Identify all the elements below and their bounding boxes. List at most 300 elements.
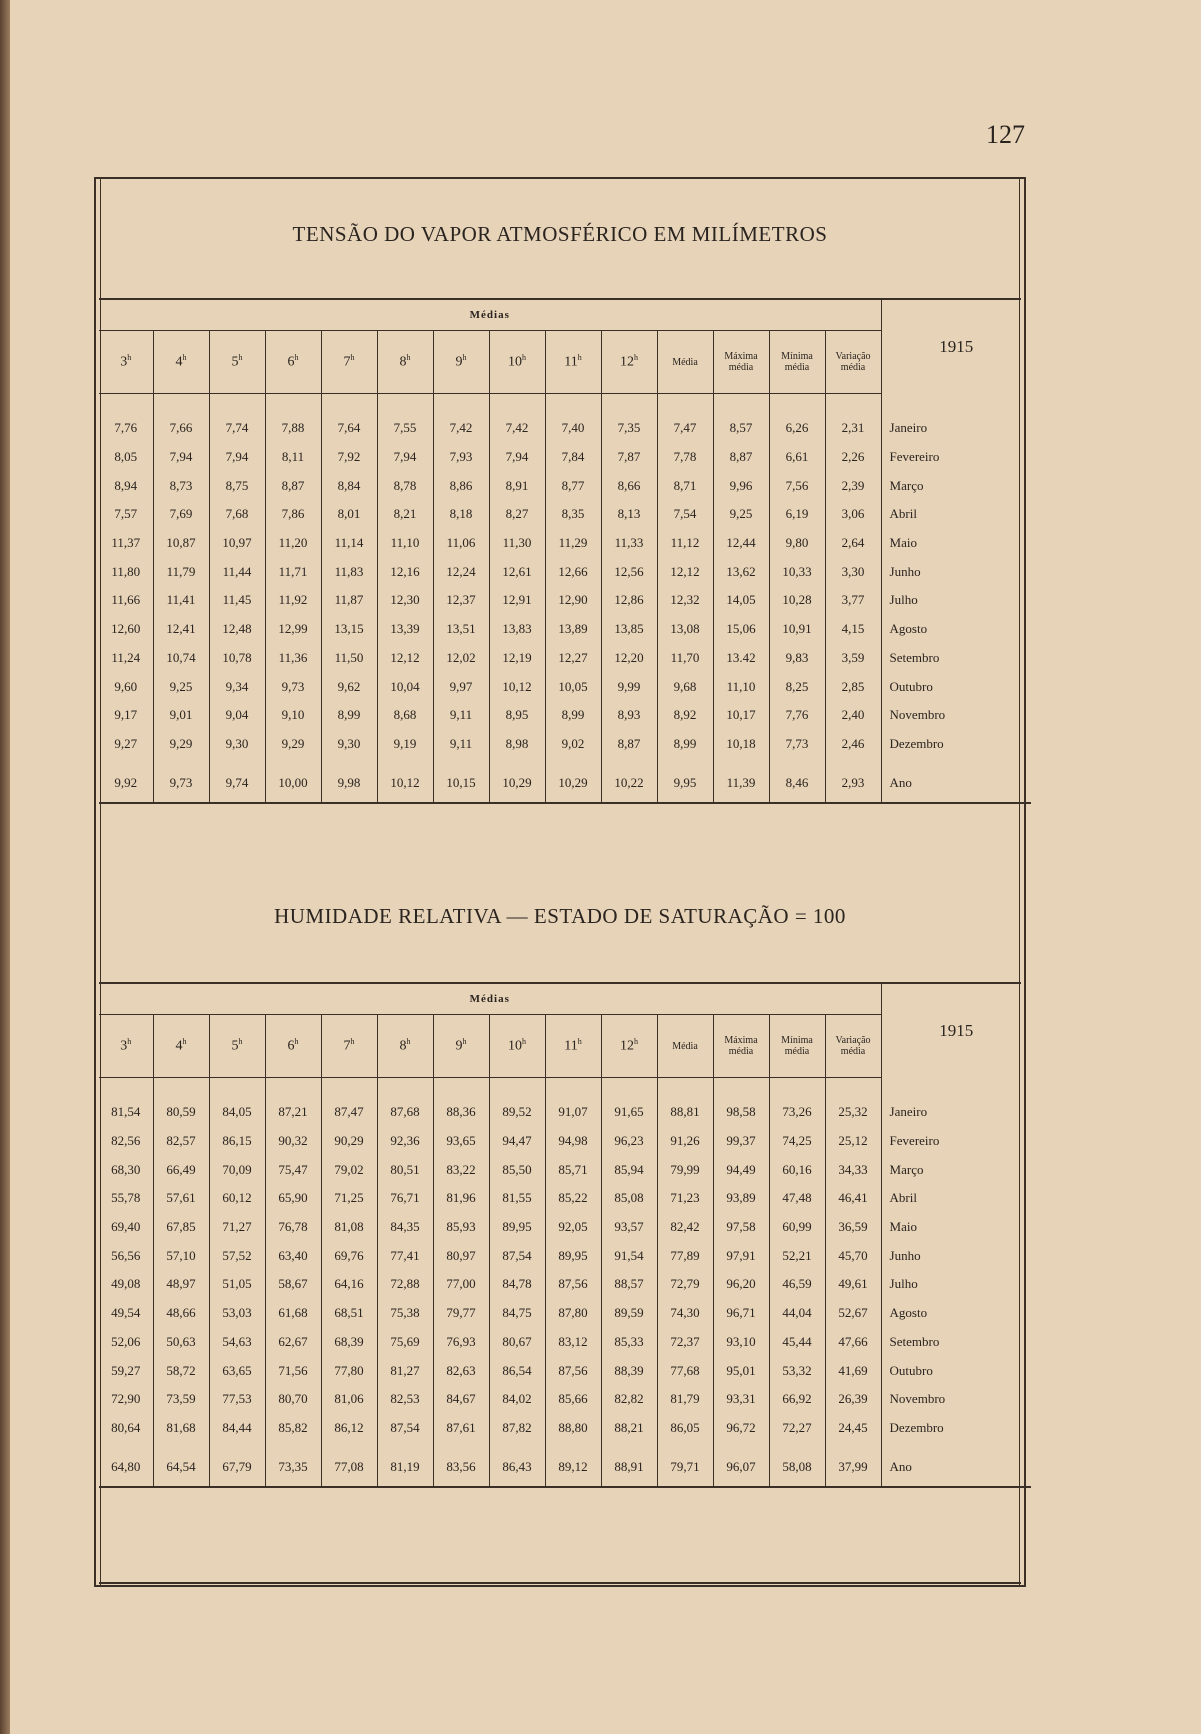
table-cell: 82,42 (657, 1213, 713, 1242)
table-cell: 94,47 (489, 1127, 545, 1156)
page-number: 127 (986, 120, 1025, 149)
table-cell: 13,85 (601, 615, 657, 644)
table-cell: 8,21 (377, 500, 433, 529)
table-cell: 12,41 (153, 615, 209, 644)
table-cell: 81,06 (321, 1385, 377, 1414)
table-cell: 8,68 (377, 701, 433, 730)
table-cell: 48,97 (153, 1270, 209, 1299)
table-cell: 51,05 (209, 1270, 265, 1299)
hour-value: 8 (399, 354, 407, 370)
hour-suffix: h (634, 1037, 638, 1047)
hour-column-header (601, 331, 657, 394)
table-cell: 8,86 (433, 471, 489, 500)
table-cell: 89,12 (545, 1452, 601, 1482)
table-cell: 73,26 (769, 1098, 825, 1127)
table-cell: 13,89 (545, 615, 601, 644)
table-cell: 96,20 (713, 1270, 769, 1299)
table-cell: 12,60 (111, 621, 141, 637)
table-cell: 81,54 (111, 1104, 141, 1120)
table-cell: 91,65 (601, 1098, 657, 1127)
table-cell: 13,51 (433, 615, 489, 644)
table-cell: 7,42 (489, 414, 545, 443)
table-cell: 10,28 (769, 586, 825, 615)
table-row (99, 615, 1031, 644)
table-cell: 11,44 (209, 557, 265, 586)
table-cell: 8,98 (489, 730, 545, 759)
table-cell: 11,87 (321, 586, 377, 615)
table-cell: 9,96 (713, 471, 769, 500)
hour-value: 4 (175, 1038, 183, 1054)
table-cell: 11,10 (377, 529, 433, 558)
table-cell: 11,66 (111, 592, 141, 608)
table-cell: 7,87 (601, 443, 657, 472)
table-cell: 63,65 (209, 1356, 265, 1385)
table-cell: 36,59 (825, 1213, 881, 1242)
hour-column-header (377, 1015, 433, 1078)
table-cell: 9,97 (433, 672, 489, 701)
table-cell: 86,54 (489, 1356, 545, 1385)
medias-header-row (99, 984, 1031, 1015)
table-cell: 4,15 (825, 615, 881, 644)
table-cell: 24,45 (825, 1414, 881, 1443)
table-cell: 68,51 (321, 1299, 377, 1328)
table-cell: 8,05 (114, 449, 138, 465)
hour-suffix: h (462, 353, 467, 363)
table-cell: 88,80 (545, 1414, 601, 1443)
table-cell: 73,59 (153, 1385, 209, 1414)
table-cell: 85,50 (489, 1155, 545, 1184)
table-cell: 69,76 (321, 1241, 377, 1270)
table-cell: 7,94 (209, 443, 265, 472)
table-cell: 9,73 (265, 672, 321, 701)
table-row (99, 500, 1031, 529)
hour-value: 9 (455, 354, 463, 370)
table-cell: 9,29 (265, 730, 321, 759)
table-cell: 71,27 (209, 1213, 265, 1242)
hour-suffix: h (350, 1037, 355, 1047)
hour-value: 10 (508, 354, 522, 370)
table-cell: 80,64 (111, 1419, 141, 1435)
table-cell: 8,71 (657, 471, 713, 500)
table-cell: 96,71 (713, 1299, 769, 1328)
table-cell: 12,48 (209, 615, 265, 644)
table-cell: 8,87 (713, 443, 769, 472)
table-cell: 59,27 (111, 1362, 141, 1378)
table-cell: 8,46 (769, 768, 825, 798)
table-cell: 11,50 (321, 644, 377, 673)
table-cell: 11,12 (657, 529, 713, 558)
table-cell: 11,24 (111, 649, 141, 665)
table-cell: 12,61 (489, 557, 545, 586)
row-label: Outubro (881, 672, 1031, 701)
table-cell: 12,16 (377, 557, 433, 586)
row-label: Julho (881, 586, 1031, 615)
row-label: Novembro (881, 701, 1031, 730)
table-cell: 60,16 (769, 1155, 825, 1184)
table-cell: 57,61 (153, 1184, 209, 1213)
table-cell: 99,37 (713, 1127, 769, 1156)
table-cell: 8,84 (321, 471, 377, 500)
table-cell: 11,41 (153, 586, 209, 615)
annual-row (99, 768, 1031, 798)
hour-value: 3 (120, 1038, 128, 1054)
hour-suffix: h (406, 1037, 411, 1047)
row-label: Junho (881, 557, 1031, 586)
hour-column-header (321, 1015, 377, 1078)
table-cell: 80,70 (265, 1385, 321, 1414)
hour-column-header (433, 1015, 489, 1078)
table-cell: 9,73 (153, 768, 209, 798)
table-cell: 82,57 (153, 1127, 209, 1156)
table-cell: 11,30 (489, 529, 545, 558)
stat-column-header: Variação média (825, 1015, 881, 1078)
table-cell: 92,05 (545, 1213, 601, 1242)
table-cell: 91,07 (545, 1098, 601, 1127)
table-cell: 57,52 (209, 1241, 265, 1270)
table-cell: 96,07 (713, 1452, 769, 1482)
table-cell: 64,54 (153, 1452, 209, 1482)
table-cell: 93,65 (433, 1127, 489, 1156)
table-cell: 71,56 (265, 1356, 321, 1385)
table-cell: 7,94 (489, 443, 545, 472)
table-cell: 87,54 (489, 1241, 545, 1270)
hour-suffix: h (522, 1037, 526, 1047)
table-cell: 44,04 (769, 1299, 825, 1328)
table-cell: 90,29 (321, 1127, 377, 1156)
table-cell: 10,91 (769, 615, 825, 644)
table-cell: 53,32 (769, 1356, 825, 1385)
table-cell: 84,35 (377, 1213, 433, 1242)
table-cell: 8,75 (209, 471, 265, 500)
row-label: Setembro (881, 644, 1031, 673)
table-cell: 96,72 (713, 1414, 769, 1443)
table-cell: 11,10 (713, 672, 769, 701)
table-cell: 8,99 (321, 701, 377, 730)
table-cell: 25,12 (825, 1127, 881, 1156)
table-cell: 8,91 (489, 471, 545, 500)
table-cell: 9,34 (209, 672, 265, 701)
table-cell: 84,67 (433, 1385, 489, 1414)
table-cell: 72,88 (377, 1270, 433, 1299)
table-cell: 65,90 (265, 1184, 321, 1213)
table-cell: 60,12 (209, 1184, 265, 1213)
humidity-section-title: HUMIDADE RELATIVA — ESTADO DE SATURAÇÃO = 100 (274, 904, 846, 928)
table-row (99, 1299, 1031, 1328)
table-cell: 9,17 (114, 707, 138, 723)
hour-column-header (601, 1015, 657, 1078)
hour-suffix: h (406, 353, 411, 363)
table-cell: 8,11 (265, 443, 321, 472)
hour-column-header (153, 1015, 209, 1078)
table-cell: 91,54 (601, 1241, 657, 1270)
table-cell: 13,62 (713, 557, 769, 586)
table-cell: 72,27 (769, 1414, 825, 1443)
table-cell: 82,82 (601, 1385, 657, 1414)
table-cell: 62,67 (265, 1328, 321, 1357)
table-cell: 74,30 (657, 1299, 713, 1328)
table-cell: 81,68 (153, 1414, 209, 1443)
table-cell: 86,43 (489, 1452, 545, 1482)
table-cell: 52,06 (111, 1333, 141, 1349)
table-cell: 7,84 (545, 443, 601, 472)
table-row (99, 1098, 1031, 1127)
table-cell: 85,33 (601, 1328, 657, 1357)
table-cell: 85,94 (601, 1155, 657, 1184)
table-cell: 80,97 (433, 1241, 489, 1270)
table-cell: 7,42 (433, 414, 489, 443)
table-cell: 9,27 (114, 735, 138, 751)
hour-column-header (321, 331, 377, 394)
table-cell: 96,23 (601, 1127, 657, 1156)
table-cell: 11,83 (321, 557, 377, 586)
relative-humidity-table (99, 984, 1031, 1488)
table-cell: 85,08 (601, 1184, 657, 1213)
table-cell: 89,59 (601, 1299, 657, 1328)
year-label: 1915 (881, 984, 1031, 1078)
row-label: Dezembro (881, 1414, 1031, 1443)
hour-suffix: h (350, 353, 355, 363)
table-row (99, 644, 1031, 673)
table-cell: 11,06 (433, 529, 489, 558)
table-row (99, 1356, 1031, 1385)
table-cell: 9,11 (433, 701, 489, 730)
table-cell: 11,79 (153, 557, 209, 586)
table-cell: 88,36 (433, 1098, 489, 1127)
table-cell: 77,89 (657, 1241, 713, 1270)
table-cell: 11,80 (111, 563, 141, 579)
table-cell: 75,69 (377, 1328, 433, 1357)
table-cell: 72,37 (657, 1328, 713, 1357)
table-cell: 55,78 (111, 1190, 141, 1206)
table-cell: 8,13 (601, 500, 657, 529)
hour-value: 3 (120, 354, 128, 370)
table-cell: 2,31 (825, 414, 881, 443)
table-cell: 10,87 (153, 529, 209, 558)
table-cell: 9,95 (657, 768, 713, 798)
table-cell: 9,83 (769, 644, 825, 673)
table-cell: 12,86 (601, 586, 657, 615)
table-cell: 57,10 (153, 1241, 209, 1270)
table-cell: 81,55 (489, 1184, 545, 1213)
table-cell: 9,99 (601, 672, 657, 701)
hour-value: 8 (399, 1038, 407, 1054)
table-cell: 66,92 (769, 1385, 825, 1414)
table-cell: 87,54 (377, 1414, 433, 1443)
table-cell: 81,27 (377, 1356, 433, 1385)
hour-column-header (545, 331, 601, 394)
table-cell: 8,57 (713, 414, 769, 443)
table-cell: 12,12 (657, 557, 713, 586)
table-cell: 13.42 (713, 644, 769, 673)
table-cell: 45,70 (825, 1241, 881, 1270)
table-cell: 7,68 (209, 500, 265, 529)
table-cell: 9,68 (657, 672, 713, 701)
book-binding-edge (0, 0, 10, 1734)
table-cell: 49,08 (111, 1276, 141, 1292)
table-cell: 93,31 (713, 1385, 769, 1414)
table-cell: 86,05 (657, 1414, 713, 1443)
table-cell: 46,59 (769, 1270, 825, 1299)
table-row (99, 1213, 1031, 1242)
table-cell: 8,94 (114, 477, 138, 493)
table-cell: 7,88 (265, 414, 321, 443)
table-cell: 10,18 (713, 730, 769, 759)
table-cell: 79,77 (433, 1299, 489, 1328)
table-cell: 85,71 (545, 1155, 601, 1184)
table-cell: 6,19 (769, 500, 825, 529)
table-cell: 10,74 (153, 644, 209, 673)
table-row (99, 701, 1031, 730)
table-cell: 63,40 (265, 1241, 321, 1270)
table-cell: 93,57 (601, 1213, 657, 1242)
table-cell: 10,04 (377, 672, 433, 701)
table-cell: 64,80 (111, 1459, 141, 1475)
table-cell: 8,92 (657, 701, 713, 730)
table-cell: 11,39 (713, 768, 769, 798)
table-cell: 52,21 (769, 1241, 825, 1270)
row-label: Maio (881, 1213, 1031, 1242)
table-cell: 87,82 (489, 1414, 545, 1443)
hour-value: 10 (508, 1038, 522, 1054)
table-cell: 8,77 (545, 471, 601, 500)
table-cell: 13,39 (377, 615, 433, 644)
table-cell: 6,61 (769, 443, 825, 472)
table-cell: 12,27 (545, 644, 601, 673)
table-row (99, 557, 1031, 586)
table-cell: 97,58 (713, 1213, 769, 1242)
table-cell: 12,99 (265, 615, 321, 644)
hour-column-header (99, 1015, 153, 1078)
hour-column-header (265, 1015, 321, 1078)
table-cell: 79,99 (657, 1155, 713, 1184)
table-cell: 71,25 (321, 1184, 377, 1213)
table-cell: 7,76 (114, 420, 138, 436)
table-cell: 9,74 (209, 768, 265, 798)
table-cell: 94,98 (545, 1127, 601, 1156)
hour-suffix: h (238, 353, 243, 363)
row-label: Abril (881, 1184, 1031, 1213)
table-cell: 11,45 (209, 586, 265, 615)
table-cell: 58,08 (769, 1452, 825, 1482)
table-cell: 89,95 (545, 1241, 601, 1270)
table-cell: 12,66 (545, 557, 601, 586)
table-cell: 9,62 (321, 672, 377, 701)
table-cell: 90,32 (265, 1127, 321, 1156)
row-label: Ano (881, 768, 1031, 798)
hour-column-header (489, 331, 545, 394)
table-cell: 92,36 (377, 1127, 433, 1156)
table-cell: 88,91 (601, 1452, 657, 1482)
hour-value: 11 (564, 354, 578, 370)
table-cell: 12,02 (433, 644, 489, 673)
table-row (99, 672, 1031, 701)
table-cell: 3,59 (825, 644, 881, 673)
table-cell: 88,21 (601, 1414, 657, 1443)
table-cell: 12,56 (601, 557, 657, 586)
table-cell: 81,79 (657, 1385, 713, 1414)
year-label: 1915 (881, 300, 1031, 394)
table-cell: 7,35 (601, 414, 657, 443)
hour-suffix: h (522, 353, 526, 363)
hour-value: 5 (231, 1038, 239, 1054)
table-cell: 49,54 (111, 1305, 141, 1321)
table-cell: 15,06 (713, 615, 769, 644)
table-cell: 61,68 (265, 1299, 321, 1328)
table-cell: 8,35 (545, 500, 601, 529)
table-cell: 70,09 (209, 1155, 265, 1184)
hour-column-header (489, 1015, 545, 1078)
table-cell: 87,56 (545, 1270, 601, 1299)
table-cell: 75,38 (377, 1299, 433, 1328)
table-cell: 79,02 (321, 1155, 377, 1184)
table-cell: 7,55 (377, 414, 433, 443)
table-cell: 50,63 (153, 1328, 209, 1357)
table-cell: 8,01 (321, 500, 377, 529)
hour-value: 9 (455, 1038, 463, 1054)
row-label: Novembro (881, 1385, 1031, 1414)
table-cell: 12,37 (433, 586, 489, 615)
table-cell: 77,00 (433, 1270, 489, 1299)
table-cell: 84,78 (489, 1270, 545, 1299)
table-cell: 9,19 (377, 730, 433, 759)
row-label: Junho (881, 1241, 1031, 1270)
table-cell: 94,49 (713, 1155, 769, 1184)
table-cell: 87,56 (545, 1356, 601, 1385)
table-cell: 93,10 (713, 1328, 769, 1357)
table-cell: 97,91 (713, 1241, 769, 1270)
table-cell: 3,30 (825, 557, 881, 586)
table-cell: 9,30 (209, 730, 265, 759)
table-cell: 7,76 (769, 701, 825, 730)
row-label: Ano (881, 1452, 1031, 1482)
table-cell: 11,29 (545, 529, 601, 558)
table-cell: 9,92 (114, 775, 138, 791)
table-cell: 9,30 (321, 730, 377, 759)
table-cell: 72,90 (111, 1391, 141, 1407)
table-cell: 66,49 (153, 1155, 209, 1184)
table-cell: 8,27 (489, 500, 545, 529)
table-cell: 54,63 (209, 1328, 265, 1357)
table-cell: 9,01 (153, 701, 209, 730)
table-cell: 10,78 (209, 644, 265, 673)
table-cell: 9,25 (713, 500, 769, 529)
table-cell: 77,80 (321, 1356, 377, 1385)
table-cell: 53,03 (209, 1299, 265, 1328)
hour-suffix: h (294, 1037, 299, 1047)
table-row (99, 1241, 1031, 1270)
row-label: Fevereiro (881, 1127, 1031, 1156)
table-cell: 11,70 (657, 644, 713, 673)
table-cell: 7,69 (153, 500, 209, 529)
hour-suffix: h (182, 353, 187, 363)
table-cell: 8,95 (489, 701, 545, 730)
table-cell: 8,18 (433, 500, 489, 529)
table-cell: 2,39 (825, 471, 881, 500)
table-cell: 87,47 (321, 1098, 377, 1127)
table-cell: 11,37 (111, 535, 141, 551)
table-cell: 49,61 (825, 1270, 881, 1299)
table-cell: 56,56 (111, 1247, 141, 1263)
table-cell: 58,67 (265, 1270, 321, 1299)
hour-column-header (153, 331, 209, 394)
hour-suffix: h (577, 353, 582, 363)
stat-column-header: Mínima média (769, 331, 825, 394)
table-cell: 7,66 (153, 414, 209, 443)
stat-column-header: Variação média (825, 331, 881, 394)
table-cell: 83,56 (433, 1452, 489, 1482)
table-cell: 82,53 (377, 1385, 433, 1414)
hour-column-header (377, 331, 433, 394)
